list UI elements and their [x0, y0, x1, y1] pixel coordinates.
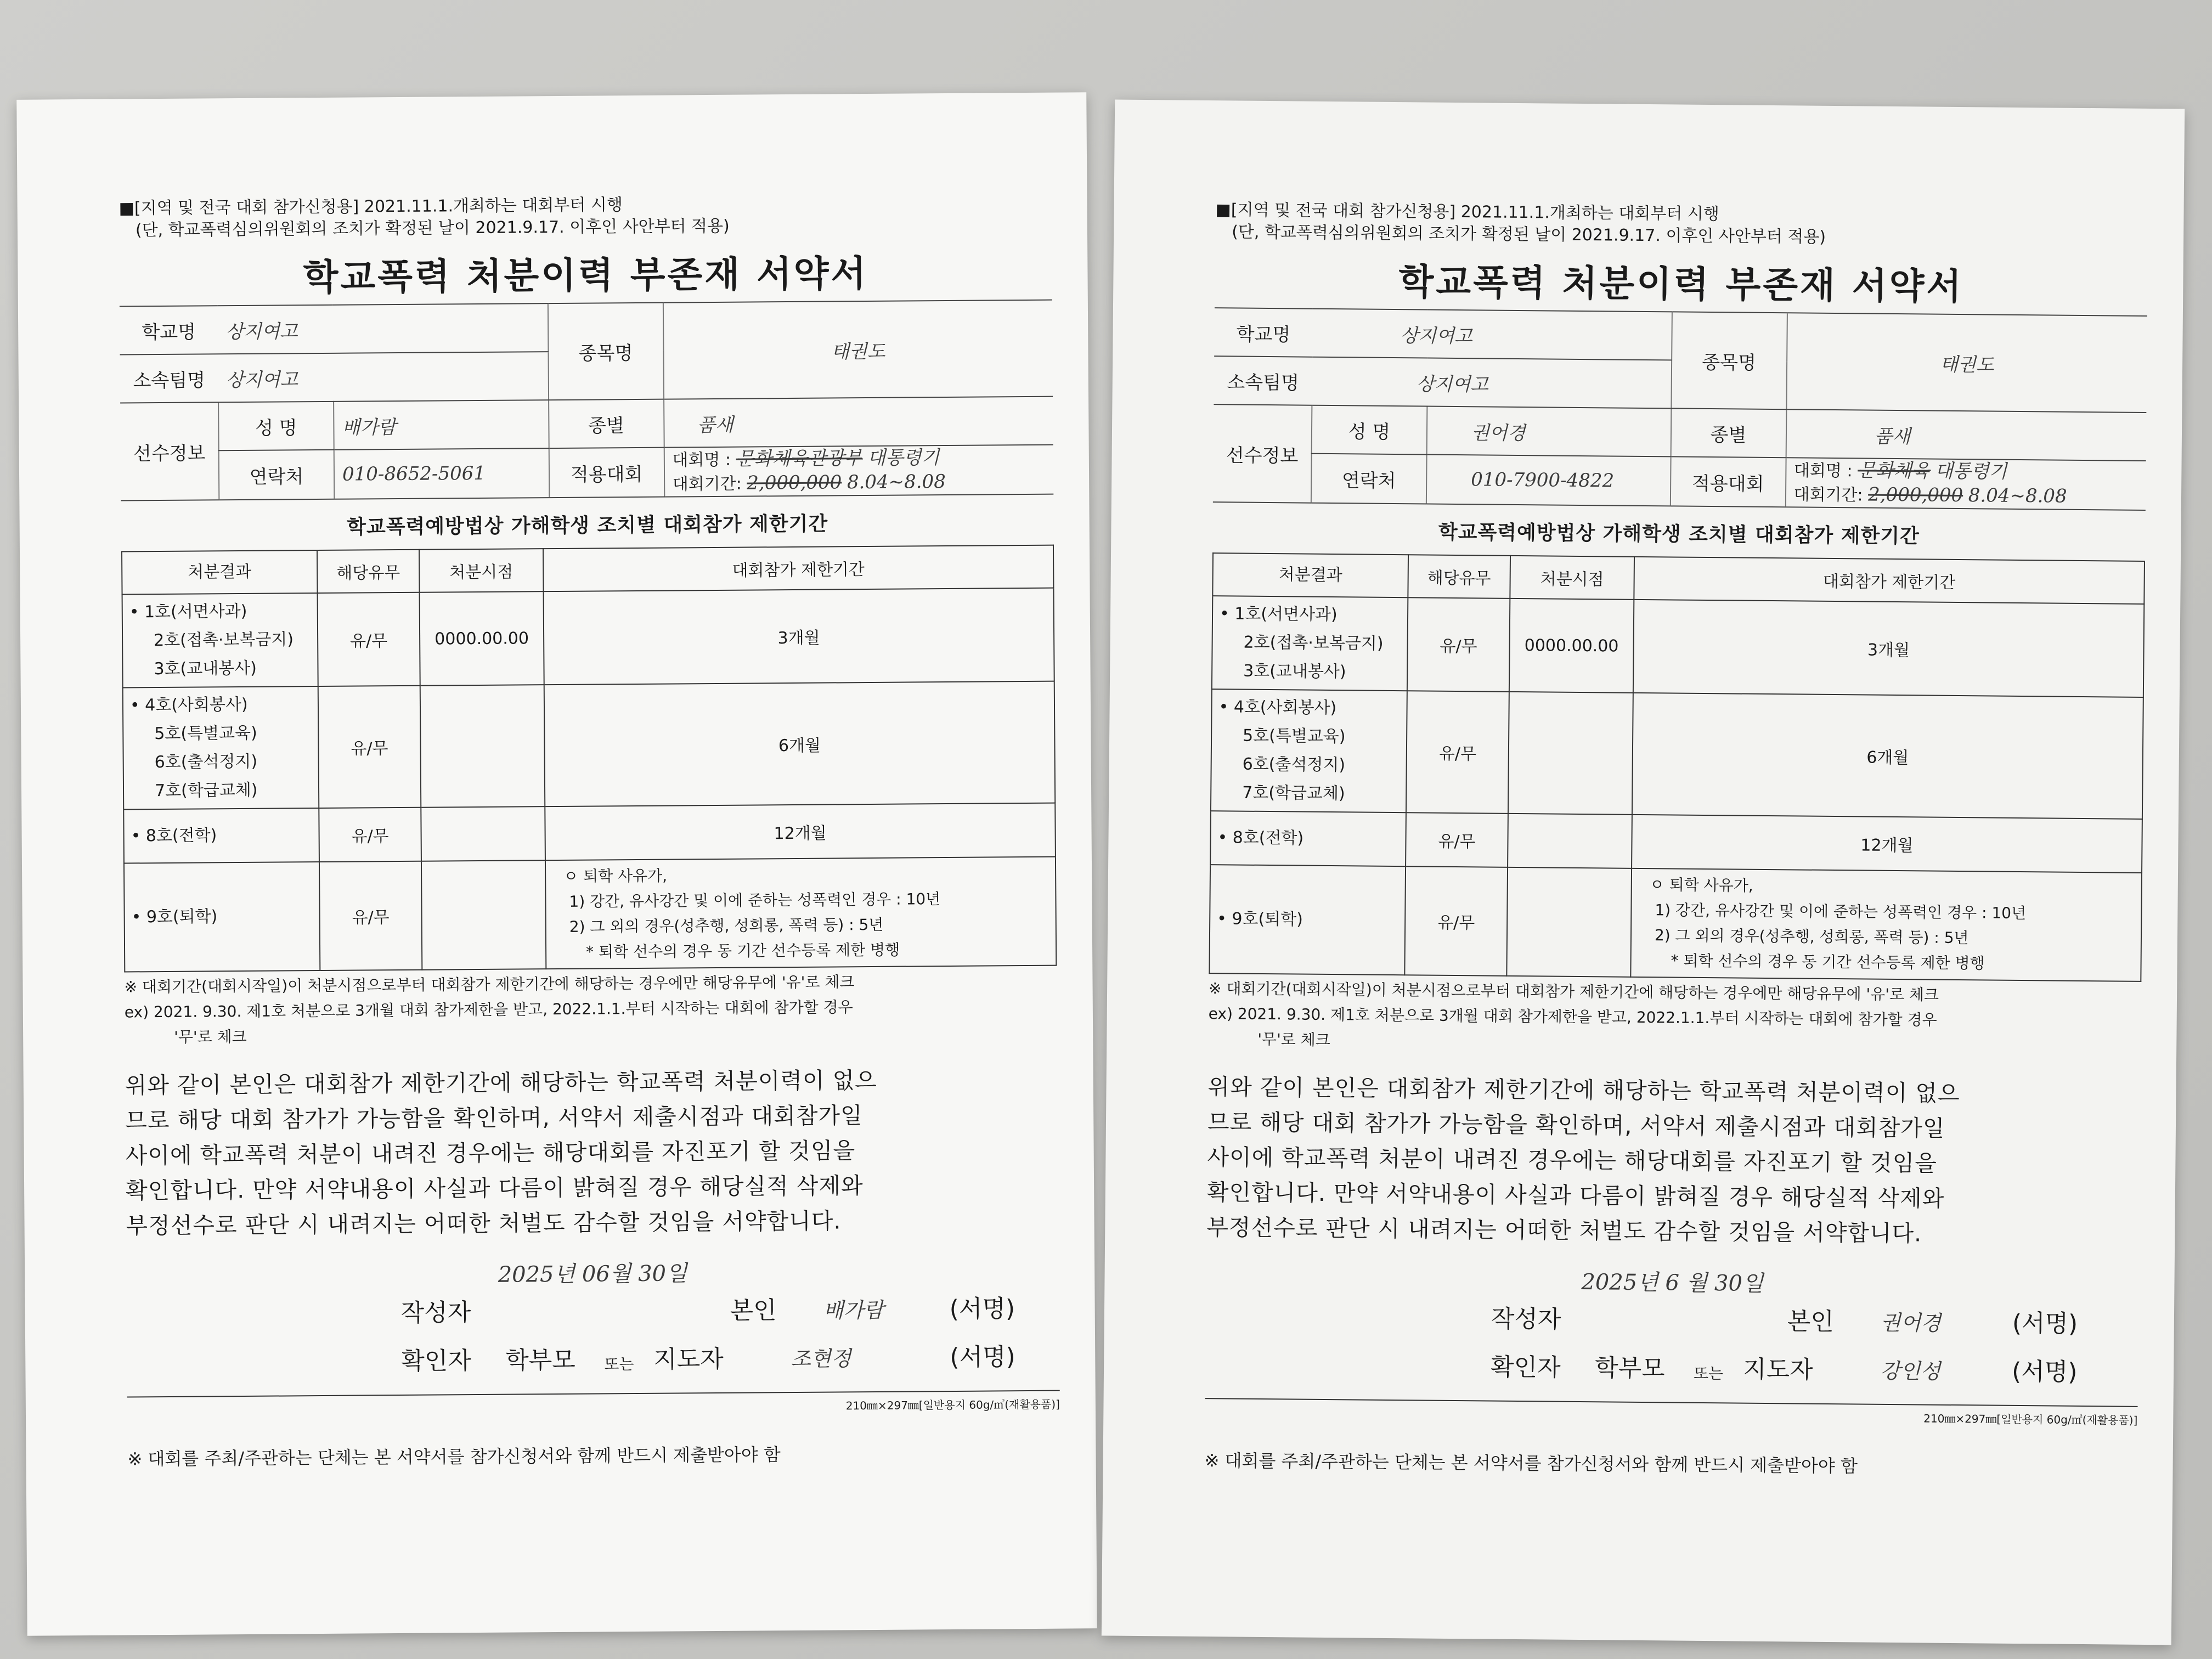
note-line-3: '무'로 체크 — [1257, 1030, 1330, 1049]
measure-line: 2호(접촉·보복금지) — [1243, 633, 1384, 653]
table-row — [1209, 865, 2142, 981]
team-label: 소속팀명 — [1214, 356, 1312, 405]
measure-line: 7호(학급교체) — [154, 780, 258, 801]
pledge-line: 확인합니다. 만약 서약내용이 사실과 다름이 밝혀질 경우 해당실적 삭제와 — [1206, 1179, 1945, 1212]
comp-name-struck: 문화체육 — [1857, 459, 1930, 482]
yn-check: 유/무 — [1406, 812, 1508, 867]
coach-label: 지도자 — [653, 1345, 724, 1374]
school-label: 학교명 — [1214, 308, 1313, 357]
athlete-label: 선수정보 — [120, 402, 219, 500]
pledge-line: 부정선수로 판단 시 내려지는 어떠한 처벌도 감수할 것임을 서약합니다. — [1206, 1214, 1922, 1247]
expulsion-line: * 퇴학 선수의 경우 동 기간 선수등록 제한 병행 — [1671, 951, 1985, 973]
measure-line: • 8호(전학) — [131, 826, 217, 846]
pledge-line: 위와 같이 본인은 대회참가 제한기간에 해당하는 학교폭력 처분이력이 없으 — [125, 1066, 877, 1099]
header-date: 처분시점 — [419, 549, 544, 592]
table-row — [1210, 811, 2142, 873]
category-label: 종별 — [549, 399, 664, 448]
team-value: 상지여고 — [218, 352, 548, 402]
event-label: 종목명 — [1671, 312, 1787, 409]
sheet-content — [1204, 199, 2148, 1480]
expulsion-line: ㅇ 퇴학 사유가, — [563, 866, 668, 885]
table-row — [1211, 689, 2143, 819]
table-subtitle: 학교폭력예방법상 가해학생 조치별 대회참가 제한기간 — [347, 512, 828, 539]
limit-value: 3개월 — [544, 588, 1054, 685]
school-label: 학교명 — [120, 306, 218, 354]
pledge-line: 확인합니다. 만약 서약내용이 사실과 다름이 밝혀질 경우 해당실적 삭제와 — [125, 1172, 864, 1204]
measure-line: 3호(교내봉사) — [154, 658, 257, 679]
header-limit: 대회참가 제한기간 — [543, 545, 1054, 591]
table-row — [122, 588, 1054, 688]
measure-line: • 9호(퇴학) — [1217, 909, 1304, 929]
limit-value: 3개월 — [1633, 600, 2144, 697]
action-date — [1506, 867, 1632, 977]
expulsion-line: * 퇴학 선수의 경우 동 기간 선수등록 제한 병행 — [586, 940, 900, 961]
pledge-line: 므로 해당 대회 참가가 가능함을 확인하며, 서약서 제출시점과 대회참가일 — [125, 1102, 863, 1134]
measure-line: • 9호(퇴학) — [131, 907, 218, 927]
or-label: 또는 — [1693, 1364, 1724, 1383]
measure-line: 5호(특별교육) — [154, 723, 257, 744]
confirmer-label: 확인자 — [401, 1347, 472, 1376]
table-row — [1212, 596, 2144, 697]
footer-note: ※ 대회를 주최/주관하는 단체는 본 서약서를 참가신청서와 함께 반드시 제출받아야 함 — [127, 1444, 781, 1470]
expulsion-line: ㅇ 퇴학 사유가, — [1649, 876, 1753, 895]
yn-check: 유/무 — [319, 808, 421, 862]
pledge-sheet-right — [1102, 100, 2185, 1645]
action-date — [1508, 692, 1633, 815]
action-date: 0000.00.00 — [420, 591, 544, 686]
measure-line: 5호(특별교육) — [1242, 726, 1346, 747]
event-label: 종목명 — [548, 303, 663, 400]
table-subtitle: 학교폭력예방법상 가해학생 조치별 대회참가 제한기간 — [1438, 521, 1920, 548]
comp-name-label: 대회명 : — [672, 450, 731, 470]
footer-note: ※ 대회를 주최/주관하는 단체는 본 서약서를 참가신청서와 함께 반드시 제출받아야 함 — [1204, 1450, 1858, 1477]
comp-period-label: 대회기간: — [672, 474, 742, 494]
comp-period-value: 8.04~8.08 — [847, 471, 946, 494]
action-date — [1508, 814, 1632, 868]
contact-value: 010-7900-4822 — [1426, 455, 1671, 506]
self-label: 본인 — [730, 1296, 777, 1325]
pledge-line: 므로 해당 대회 참가가 가능함을 확인하며, 서약서 제출시점과 대회참가일 — [1207, 1109, 1945, 1142]
action-date — [421, 806, 545, 861]
pledge-line: 위와 같이 본인은 대회참가 제한기간에 해당하는 학교폭력 처분이력이 없으 — [1207, 1074, 1960, 1107]
comp-period-struck: 2,000,000 — [1867, 483, 1963, 507]
competition-label: 적용대회 — [1670, 456, 1786, 507]
paper-info: 210㎜×297㎜[일반용지 60g/㎡(재활용품)] — [127, 1390, 1060, 1418]
self-signature: 권어경 — [1880, 1310, 1942, 1335]
document-title: 학교폭력 처분이력 부존재 서약서 — [303, 252, 868, 299]
measure-line: • 4호(사회봉사) — [129, 695, 248, 715]
table-row — [123, 803, 1056, 864]
signature-row-writer — [126, 1285, 1059, 1340]
comp-period-value: 8.04~8.08 — [1968, 484, 2067, 507]
event-value: 태권도 — [663, 300, 1053, 399]
pledge-line: 사이에 학교폭력 처분이 내려진 경우에는 해당대회를 자진포기 할 것임을 — [125, 1137, 856, 1169]
limit-value: 12개월 — [545, 803, 1056, 860]
expulsion-line: 1) 강간, 유사강간 및 이에 준하는 성폭력인 경우 : 10년 — [1655, 901, 2027, 923]
coach-signature: 강인성 — [1880, 1358, 1941, 1384]
header-line-1: ■[지역 및 전국 대회 참가신청용] 2021.11.1.개최하는 대회부터 시행 — [119, 195, 623, 218]
name-value: 배가람 — [334, 400, 549, 450]
comp-name-struck: 문화체육관광부 — [736, 447, 862, 470]
pledge-text — [125, 1062, 1059, 1244]
seal-label: (서명) — [2011, 1357, 2078, 1386]
competition-value — [1785, 458, 2146, 510]
header-yn: 해당유무 — [1408, 555, 1510, 599]
team-value: 상지여고 — [1312, 357, 1671, 409]
pledge-text — [1206, 1069, 2141, 1253]
comp-period-label: 대회기간: — [1793, 485, 1863, 505]
seal-label: (서명) — [950, 1343, 1015, 1372]
coach-label: 지도자 — [1742, 1355, 1813, 1384]
name-label: 성 명 — [1312, 405, 1427, 455]
info-table — [1213, 307, 2147, 511]
restriction-table — [1209, 552, 2145, 982]
action-date: 0000.00.00 — [1509, 599, 1634, 693]
measure-line: • 1호(서면사과) — [129, 601, 247, 622]
expulsion-line: 2) 그 외의 경우(성추행, 성희롱, 폭력 등) : 5년 — [1654, 926, 1969, 947]
competition-label: 적용대회 — [549, 448, 664, 498]
name-value: 권어경 — [1427, 407, 1671, 457]
category-value: 품새 — [664, 397, 1053, 448]
header-line-2: (단, 학교폭력심의위원회의 조치가 확정된 날이 2021.9.17. 이후인 사안부터 적용) — [135, 216, 730, 240]
athlete-label: 선수정보 — [1213, 404, 1312, 503]
header-result: 처분결과 — [122, 550, 318, 594]
limit-value: 6개월 — [1632, 693, 2143, 819]
header-line-1: ■[지역 및 전국 대회 참가신청용] 2021.11.1.개최하는 대회부터 시행 — [1215, 200, 1719, 224]
yn-check: 유/무 — [318, 686, 421, 808]
header-date: 처분시점 — [1510, 556, 1634, 600]
self-signature: 배가람 — [823, 1297, 884, 1323]
yn-check: 유/무 — [319, 861, 422, 970]
document-title: 학교폭력 처분이력 부존재 서약서 — [1398, 261, 1964, 308]
category-value: 품새 — [1786, 409, 2146, 461]
writer-label: 작성자 — [400, 1299, 471, 1328]
contact-label: 연락처 — [1311, 454, 1427, 504]
name-label: 성 명 — [218, 402, 334, 450]
table-row — [124, 857, 1056, 972]
measure-line: 3호(교내봉사) — [1243, 661, 1346, 682]
measure-line: • 4호(사회봉사) — [1218, 697, 1337, 718]
sign-date: 2025년 6 월 30일 — [1581, 1269, 1764, 1296]
limit-value: 6개월 — [544, 681, 1056, 806]
seal-label: (서명) — [949, 1295, 1015, 1324]
note-line-2: ex) 2021. 9.30. 제1호 처분으로 3개월 대회 참가제한을 받고, 2022.1.1.부터 시작하는 대회에 참가할 경우 — [1208, 1005, 1937, 1029]
parent-label: 학부모 — [1594, 1354, 1665, 1383]
sign-date: 2025년 06월 30일 — [498, 1261, 687, 1288]
note-line-1: ※ 대회기간(대회시작일)이 처분시점으로부터 대회참가 제한기간에 해당하는 경우에만 해당유무에 '유'로 체크 — [1208, 979, 1939, 1004]
writer-label: 작성자 — [1491, 1305, 1561, 1334]
coach-signature: 조현정 — [791, 1346, 851, 1372]
event-value: 태권도 — [1786, 313, 2147, 413]
header-yn: 해당유무 — [317, 550, 420, 593]
note-line-3: '무'로 체크 — [174, 1027, 247, 1046]
contact-label: 연락처 — [219, 450, 335, 500]
info-table — [120, 300, 1053, 501]
comp-name-value: 대통령기 — [867, 447, 940, 470]
or-label: 또는 — [604, 1355, 634, 1374]
signature-row-confirmer — [127, 1333, 1060, 1388]
expulsion-line: 1) 강간, 유사강간 및 이에 준하는 성폭력인 경우 : 10년 — [569, 890, 941, 911]
parent-label: 학부모 — [505, 1346, 576, 1375]
competition-value — [664, 445, 1053, 497]
yn-check: 유/무 — [1404, 866, 1508, 976]
school-value: 상지여고 — [1312, 309, 1672, 360]
restriction-table — [121, 545, 1057, 973]
measure-line: • 1호(서면사과) — [1219, 604, 1338, 625]
limit-value: 12개월 — [1632, 815, 2142, 873]
signature-row-writer — [1206, 1293, 2139, 1349]
action-date — [420, 685, 545, 808]
paper-info: 210㎜×297㎜[일반용지 60g/㎡(재활용품)] — [1205, 1398, 2137, 1427]
measure-line: 2호(접촉·보복금지) — [154, 630, 294, 651]
yn-check: 유/무 — [1407, 597, 1510, 692]
measure-line: • 8호(전학) — [1217, 828, 1304, 848]
header-line-2: (단, 학교폭력심의위원회의 조치가 확정된 날이 2021.9.17. 이후인 사안부터 적용) — [1232, 222, 1826, 247]
team-label: 소속팀명 — [120, 354, 218, 403]
measure-line: 6호(출석정지) — [1242, 754, 1346, 775]
school-value: 상지여고 — [218, 303, 548, 354]
table-row — [123, 681, 1056, 810]
pledge-line: 사이에 학교폭력 처분이 내려진 경우에는 해당대회를 자진포기 할 것임을 — [1207, 1144, 1938, 1177]
comp-period-struck: 2,000,000 — [747, 471, 842, 494]
category-label: 종별 — [1671, 408, 1786, 458]
comp-name-label: 대회명 : — [1793, 461, 1853, 481]
seal-label: (서명) — [2012, 1309, 2078, 1338]
note-line-1: ※ 대회기간(대회시작일)이 처분시점으로부터 대회참가 제한기간에 해당하는 경우에만 해당유무에 '유'로 체크 — [124, 973, 855, 996]
header-limit: 대회참가 제한기간 — [1634, 557, 2145, 604]
yn-check: 유/무 — [1406, 691, 1509, 814]
pledge-sheet-left — [16, 92, 1097, 1636]
measure-line: 6호(출석정지) — [154, 752, 258, 772]
pledge-line: 부정선수로 판단 시 내려지는 어떠한 처벌도 감수할 것임을 서약합니다. — [126, 1207, 842, 1239]
contact-value: 010-8652-5061 — [334, 448, 549, 499]
comp-name-value: 대통령기 — [1934, 460, 2007, 483]
signature-row-confirmer — [1205, 1341, 2138, 1397]
note-line-2: ex) 2021. 9.30. 제1호 처분으로 3개월 대회 참가제한을 받고, 2022.1.1.부터 시작하는 대회에 참가할 경우 — [124, 998, 853, 1022]
self-label: 본인 — [1787, 1307, 1835, 1336]
action-date — [421, 860, 546, 970]
sheet-content — [119, 191, 1060, 1471]
confirmer-label: 확인자 — [1490, 1353, 1561, 1382]
expulsion-line: 2) 그 외의 경우(성추행, 성희롱, 폭력 등) : 5년 — [569, 915, 884, 936]
measure-line: 7호(학급교체) — [1242, 783, 1345, 804]
header-result: 처분결과 — [1212, 553, 1408, 597]
yn-check: 유/무 — [318, 592, 420, 686]
